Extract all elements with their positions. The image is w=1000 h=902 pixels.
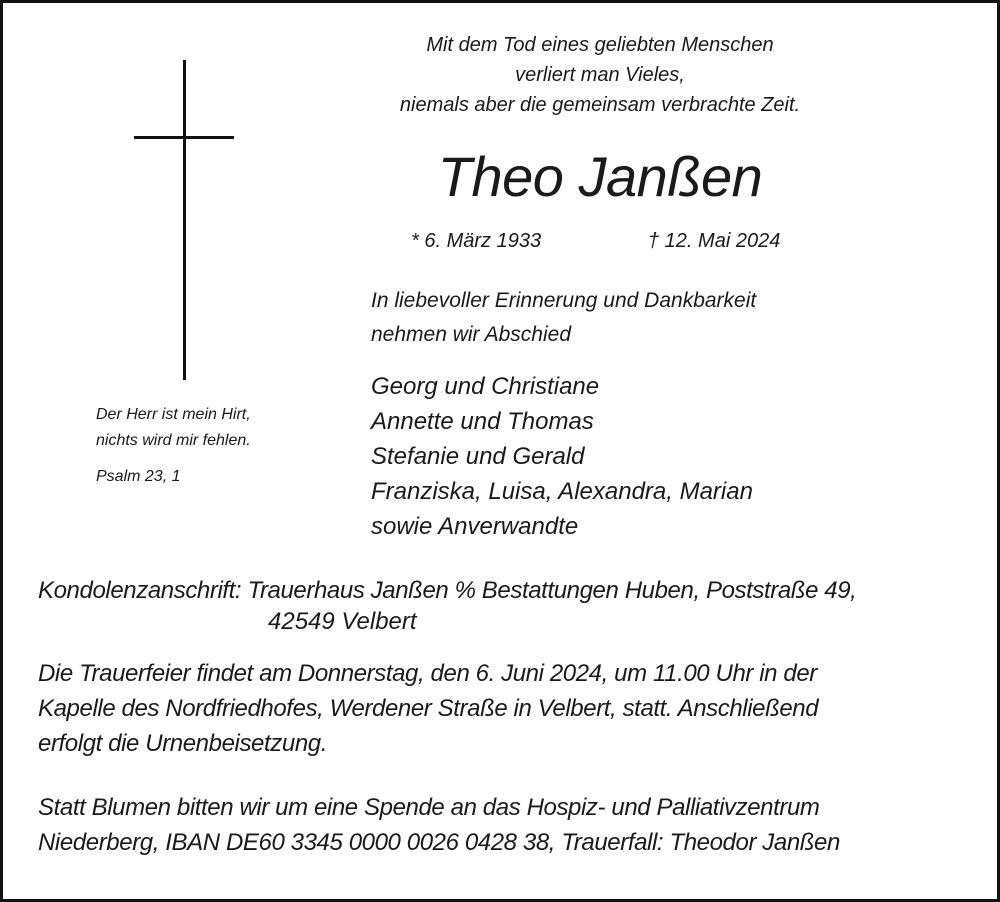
condolence-address-city: 42549 Velbert (268, 608, 417, 635)
birth-date: * 6. März 1933 (411, 230, 542, 252)
motto-line: verliert man Vieles, (515, 64, 685, 86)
funeral-details (38, 656, 818, 761)
ceremony-line: erfolgt die Urnenbeisetzung. (38, 730, 327, 757)
verse-line: nichts wird mir fehlen. (96, 432, 251, 449)
death-date: † 12. Mai 2024 (648, 230, 781, 252)
intro-line: In liebevoller Erinnerung und Dankbarkeit (371, 289, 757, 312)
verse-line: Der Herr ist mein Hirt, (96, 406, 251, 423)
ceremony-line: Die Trauerfeier findet am Donnerstag, den 6. Juni 2024, um 11.00 Uhr in der (38, 660, 817, 687)
deceased-name: Theo Janßen (437, 145, 763, 208)
donation-line: Statt Blumen bitten wir um eine Spende an das Hospiz- und Palliativzentrum (38, 794, 820, 821)
donation-request (38, 790, 840, 860)
bible-verse (96, 402, 251, 454)
mourner: Georg und Christiane (371, 373, 600, 400)
intro-line: nehmen wir Abschied (371, 323, 571, 346)
mourner: Franziska, Luisa, Alexandra, Marian (371, 478, 753, 505)
mourner: sowie Anverwandte (371, 513, 579, 540)
condolence-address: Kondolenzanschrift: Trauerhaus Janßen % Bestattungen Huben, Poststraße 49, (38, 577, 857, 604)
cross-icon (183, 60, 186, 380)
motto (350, 30, 850, 120)
donation-line: Niederberg, IBAN DE60 3345 0000 0026 0428 38, Trauerfall: Theodor Janßen (38, 829, 840, 856)
mourner: Stefanie und Gerald (371, 443, 585, 470)
mourners-list (371, 369, 753, 544)
motto-line: Mit dem Tod eines geliebten Menschen (426, 34, 774, 56)
motto-line: niemals aber die gemeinsam verbrachte Zeit. (399, 94, 801, 116)
farewell-intro (371, 284, 756, 352)
cross-icon-bar (134, 136, 234, 139)
ceremony-line: Kapelle des Nordfriedhofes, Werdener Straße in Velbert, statt. Anschließend (38, 695, 819, 722)
verse-reference: Psalm 23, 1 (96, 468, 181, 485)
mourner: Annette und Thomas (371, 408, 594, 435)
